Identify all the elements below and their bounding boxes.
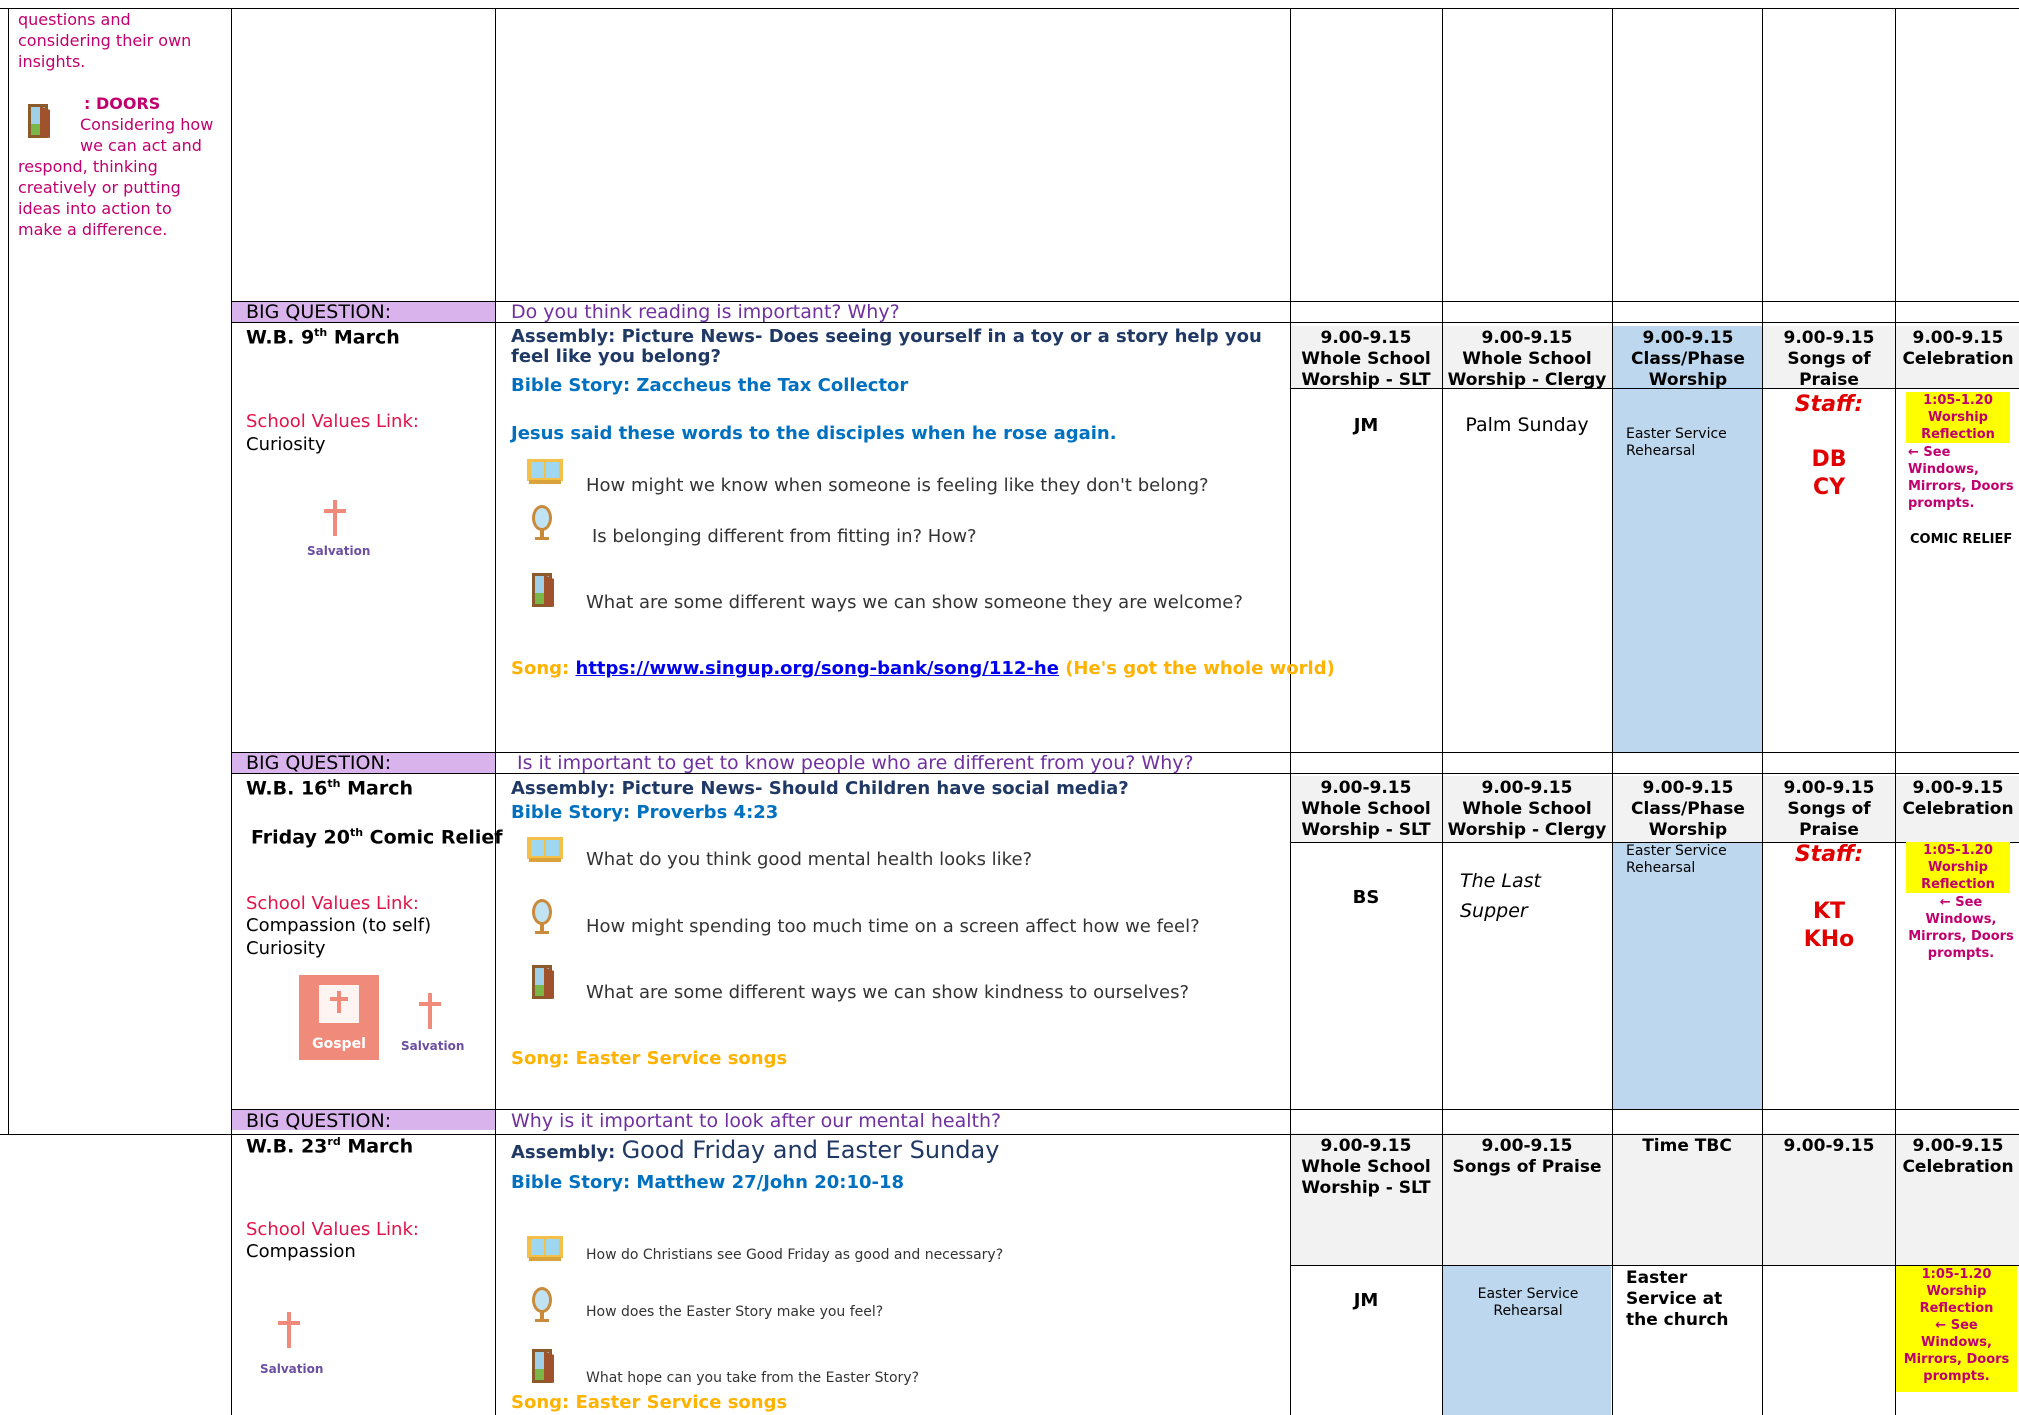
staff-names: KT KHo <box>1803 899 1855 952</box>
question: What are some different ways we can show kindness to ourselves? <box>586 982 1189 1003</box>
big-question-label: BIG QUESTION: <box>246 301 392 323</box>
assembly-title: Assembly: Picture News- Should Children have social media? <box>511 778 1129 799</box>
window-icon <box>526 1235 556 1265</box>
salvation-badge: Salvation <box>260 1362 324 1376</box>
slt-staff: JM <box>1353 1290 1379 1311</box>
class-phase-entry: Easter Service Rehearsal <box>1626 426 1727 459</box>
celebration-note: ← See Windows, Mirrors, Doors prompts. <box>1908 895 2014 961</box>
header-songs: 9.00-9.15 <box>1783 1136 1875 1156</box>
staff-label: Staff: <box>1794 842 1864 867</box>
header-songs-of-praise: 9.00-9.15 Songs of Praise <box>1452 1136 1602 1177</box>
school-value: Curiosity <box>246 434 326 455</box>
song: Song: https://www.singup.org/song-bank/song/112-he (He's got the whole world) <box>511 658 1335 679</box>
salvation-badge: Salvation <box>401 1039 465 1053</box>
header-celebration: 9.00-9.15 Celebration <box>1902 328 2014 369</box>
celebration-note: ← See Windows, Mirrors, Doors prompts. <box>1908 445 2014 511</box>
comic-relief-note: COMIC RELIEF <box>1910 532 2013 547</box>
header-slt: 9.00-9.15 Whole School Worship - SLT <box>1301 1136 1431 1198</box>
extra-note: Jesus said these words to the disciples when he rose again. <box>511 423 1117 444</box>
question: What do you think good mental health looks like? <box>586 849 1033 870</box>
class-phase-entry: Easter Service at the church <box>1626 1268 1729 1330</box>
header-slt: 9.00-9.15 Whole School Worship - SLT <box>1301 328 1431 390</box>
header-songs: 9.00-9.15 Songs of Praise <box>1783 778 1875 840</box>
question: How do Christians see Good Friday as good and necessary? <box>586 1247 1004 1263</box>
mirror-icon <box>530 1286 560 1316</box>
staff-names: DB CY <box>1811 447 1847 500</box>
song-link[interactable]: https://www.singup.org/song-bank/song/112-he <box>575 658 1059 679</box>
clergy-entry: The Last Supper <box>1460 870 1541 922</box>
intro-text: questions and considering their own insights. <box>18 10 192 71</box>
big-question: Is it important to get to know people who are different from you? Why? <box>517 752 1194 774</box>
celebration-highlight: 1:05-1.20 Worship Reflection <box>1906 392 2010 443</box>
header-class-phase: 9.00-9.15 Class/Phase Worship <box>1631 328 1745 390</box>
doors-title: : DOORS <box>84 94 161 113</box>
question: Is belonging different from fitting in? How? <box>592 526 977 547</box>
question: What hope can you take from the Easter Story? <box>586 1370 920 1386</box>
salvation-badge: Salvation <box>307 544 371 558</box>
question: How might we know when someone is feeling like they don't belong? <box>586 475 1209 496</box>
doors-text-1: Considering how we can act and <box>80 115 214 155</box>
doors-text-2: respond, thinking creatively or putting ideas into action to make a difference. <box>18 157 181 239</box>
header-time-tbc: Time TBC <box>1642 1136 1732 1156</box>
slt-staff: JM <box>1353 415 1379 436</box>
celebration-highlight: 1:05-1.20 Worship Reflection ← See Windows, Mirrors, Doors prompts. <box>1896 1266 2017 1392</box>
header-class-phase: 9.00-9.15 Class/Phase Worship <box>1631 778 1745 840</box>
gospel-badge: Gospel <box>299 975 379 1060</box>
school-value: Compassion (to self) <box>246 915 432 936</box>
door-icon <box>26 102 52 140</box>
question: How does the Easter Story make you feel? <box>586 1304 884 1320</box>
bible-story: Bible Story: Matthew 27/John 20:10-18 <box>511 1172 905 1193</box>
cross-icon <box>278 1312 300 1348</box>
bible-story: Bible Story: Zaccheus the Tax Collector <box>511 375 909 396</box>
door-icon <box>530 1347 560 1377</box>
song: Song: Easter Service songs <box>511 1392 788 1413</box>
window-icon <box>526 458 556 488</box>
clergy-entry: Easter Service Rehearsal <box>1477 1286 1579 1319</box>
cross-icon <box>419 993 441 1029</box>
big-question-label: BIG QUESTION: <box>246 1110 392 1132</box>
week-label: W.B. 23rd March <box>246 1135 414 1158</box>
header-clergy: 9.00-9.15 Whole School Worship - Clergy <box>1447 328 1607 390</box>
assembly-title: Assembly: Picture News- Does seeing yourself in a toy or a story help you feel like you belong? <box>511 326 1262 367</box>
event-label: Friday 20th Comic Relief <box>251 826 503 849</box>
bible-story: Bible Story: Proverbs 4:23 <box>511 802 779 823</box>
week-label: W.B. 16th March <box>246 777 413 800</box>
assembly-title: Assembly: Good Friday and Easter Sunday <box>511 1136 1000 1164</box>
header-celebration: 9.00-9.15 Celebration <box>1902 778 2014 819</box>
mirror-icon <box>530 898 560 928</box>
big-question: Do you think reading is important? Why? <box>511 301 900 323</box>
mirror-icon <box>530 504 560 534</box>
question: How might spending too much time on a screen affect how we feel? <box>586 916 1200 937</box>
school-values-label: School Values Link: <box>246 1219 419 1240</box>
header-slt: 9.00-9.15 Whole School Worship - SLT <box>1301 778 1431 840</box>
door-icon <box>530 571 560 601</box>
school-value: Curiosity <box>246 938 326 959</box>
week-label: W.B. 9th March <box>246 326 400 349</box>
cross-icon <box>324 500 346 536</box>
header-clergy: 9.00-9.15 Whole School Worship - Clergy <box>1447 778 1607 840</box>
class-phase-entry: Easter Service Rehearsal <box>1626 843 1727 876</box>
school-value: Compassion <box>246 1241 356 1262</box>
staff-label: Staff: <box>1794 392 1864 417</box>
slt-staff: BS <box>1352 887 1380 908</box>
school-values-label: School Values Link: <box>246 411 419 432</box>
header-songs: 9.00-9.15 Songs of Praise <box>1783 328 1875 390</box>
school-values-label: School Values Link: <box>246 893 419 914</box>
question: What are some different ways we can show someone they are welcome? <box>586 592 1243 613</box>
big-question: Why is it important to look after our mental health? <box>511 1110 1002 1132</box>
big-question-label: BIG QUESTION: <box>246 752 392 774</box>
window-icon <box>526 836 556 866</box>
clergy-entry: Palm Sunday <box>1465 414 1589 436</box>
celebration-highlight: 1:05-1.20 Worship Reflection <box>1906 842 2010 893</box>
door-icon <box>530 963 560 993</box>
song: Song: Easter Service songs <box>511 1048 788 1069</box>
header-celebration: 9.00-9.15 Celebration <box>1902 1136 2014 1177</box>
